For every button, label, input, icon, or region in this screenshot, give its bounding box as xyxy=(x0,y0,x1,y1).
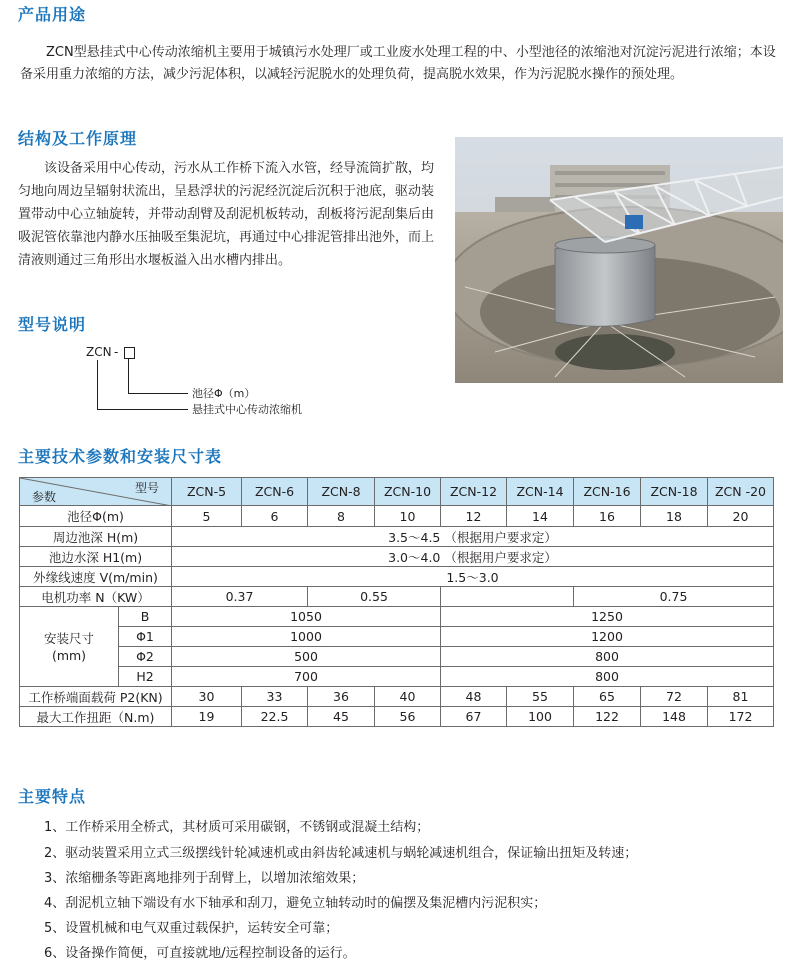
table-cell: 3.5～4.5 （根据用户要求定） xyxy=(172,527,774,547)
row-label-water-depth: 池边水深 H1(m) xyxy=(20,547,172,567)
model-label-diameter: 池径Φ（m） xyxy=(192,387,256,400)
thickener-photo xyxy=(455,137,783,383)
table-cell: 30 xyxy=(172,687,242,707)
table-cell: 100 xyxy=(507,707,574,727)
table-cell: 45 xyxy=(308,707,375,727)
table-cell: 6 xyxy=(242,506,308,527)
model-header: ZCN-14 xyxy=(507,478,574,506)
model-heading: 型号说明 xyxy=(18,315,87,334)
row-label-speed: 外缘线速度 V(m/min) xyxy=(20,567,172,587)
row-label-power: 电机功率 N（KW） xyxy=(20,587,172,607)
table-cell: 33 xyxy=(242,687,308,707)
table-cell: 500 xyxy=(172,647,441,667)
model-diameter-box xyxy=(124,347,135,359)
model-dash: - xyxy=(114,345,119,359)
row-label-load: 工作桥端面载荷 P2(KN) xyxy=(20,687,172,707)
table-row xyxy=(20,627,774,647)
table-row xyxy=(20,607,774,627)
table-cell: 22.5 xyxy=(242,707,308,727)
row-label-torque: 最大工作扭距（N.m) xyxy=(20,707,172,727)
table-cell: 55 xyxy=(507,687,574,707)
table-cell: 14 xyxy=(507,506,574,527)
table-row xyxy=(20,587,774,607)
model-header: ZCN-8 xyxy=(308,478,375,506)
model-code-diagram xyxy=(80,342,380,417)
features-heading: 主要特点 xyxy=(18,787,87,806)
install-sub-label: B xyxy=(119,607,172,627)
table-row xyxy=(20,647,774,667)
model-header: ZCN -20 xyxy=(708,478,774,506)
table-cell: 65 xyxy=(574,687,641,707)
table-cell: 1000 xyxy=(172,627,441,647)
install-sub-label: Φ1 xyxy=(119,627,172,647)
table-cell: 1200 xyxy=(441,627,774,647)
table-cell: 12 xyxy=(441,506,507,527)
table-cell: 0.75 xyxy=(574,587,774,607)
table-cell: 172 xyxy=(708,707,774,727)
structure-heading: 结构及工作原理 xyxy=(18,129,138,148)
table-cell: 10 xyxy=(375,506,441,527)
table-row xyxy=(20,567,774,587)
corner-label-param: 参数 xyxy=(32,490,57,504)
table-row xyxy=(20,527,774,547)
feature-item: 4、刮泥机立轴下端设有水下轴承和刮刀，避免立轴转动时的偏摆及集泥槽内污泥积实； xyxy=(44,896,547,911)
table-cell: 8 xyxy=(308,506,375,527)
table-cell: 3.0～4.0 （根据用户要求定） xyxy=(172,547,774,567)
model-label-name: 悬挂式中心传动浓缩机 xyxy=(192,403,302,416)
table-cell: 1250 xyxy=(441,607,774,627)
feature-item: 5、设置机械和电气双重过载保护，运转安全可靠； xyxy=(44,921,339,936)
table-cell: 56 xyxy=(375,707,441,727)
table-row xyxy=(20,547,774,567)
table-row xyxy=(20,506,774,527)
row-label-depth: 周边池深 H(m) xyxy=(20,527,172,547)
table-cell: 67 xyxy=(441,707,507,727)
row-label-diameter: 池径Φ(m) xyxy=(20,506,172,527)
install-label-line1: 安装尺寸 xyxy=(43,630,94,646)
table-cell: 800 xyxy=(441,647,774,667)
table-cell: 0.55 xyxy=(308,587,441,607)
table-header-row xyxy=(20,478,774,506)
table-row xyxy=(20,687,774,707)
table-cell: 16 xyxy=(574,506,641,527)
table-cell: 800 xyxy=(441,667,774,687)
table-cell: 20 xyxy=(708,506,774,527)
table-cell: 1.5～3.0 xyxy=(172,567,774,587)
feature-item: 6、设备操作简便，可直接就地/远程控制设备的运行。 xyxy=(44,946,356,961)
model-header: ZCN-12 xyxy=(441,478,507,506)
table-heading: 主要技术参数和安装尺寸表 xyxy=(18,447,223,466)
feature-item: 2、驱动装置采用立式三级摆线针轮减速机或由斜齿轮减速机与蜗轮减速机组合，保证输出扭矩及转速； xyxy=(44,846,638,861)
table-cell: 48 xyxy=(441,687,507,707)
corner-label-model: 型号 xyxy=(134,481,159,495)
table-cell: 36 xyxy=(308,687,375,707)
table-cell: 0.37 xyxy=(172,587,308,607)
structure-text: 该设备采用中心传动，污水从工作桥下流入水管，经导流筒扩散，均匀地向周边呈辐射状流出，呈悬浮状的污泥经沉淀后沉积于池底，驱动装置带动中心立轴旋转，并带动刮臂及刮泥机板转动，刮板将污泥刮集后由吸泥管依靠池内静水压抽吸至集泥坑，再通过中心排泥管排出池外，而上清液则通过三角形出水堰板溢入出水槽内排出。 xyxy=(18,161,435,268)
table-cell: 122 xyxy=(574,707,641,727)
table-cell: 5 xyxy=(172,506,242,527)
table-cell: 18 xyxy=(641,506,708,527)
feature-item: 1、工作桥采用全桥式，其材质可采用碳钢，不锈钢或混凝土结构； xyxy=(44,820,430,835)
table-cell: 72 xyxy=(641,687,708,707)
model-prefix: ZCN xyxy=(86,345,112,359)
model-header: ZCN-5 xyxy=(172,478,242,506)
table-cell: 1050 xyxy=(172,607,441,627)
table-row xyxy=(20,707,774,727)
usage-heading: 产品用途 xyxy=(18,5,87,24)
table-corner-cell xyxy=(20,478,172,506)
install-sub-label: Φ2 xyxy=(119,647,172,667)
model-header: ZCN-16 xyxy=(574,478,641,506)
table-cell: 81 xyxy=(708,687,774,707)
install-sub-label: H2 xyxy=(119,667,172,687)
table-cell: 40 xyxy=(375,687,441,707)
model-header: ZCN-10 xyxy=(375,478,441,506)
install-label-line2: (mm) xyxy=(51,647,87,663)
table-cell: 19 xyxy=(172,707,242,727)
row-label-install xyxy=(20,607,119,687)
usage-text: ZCN型悬挂式中心传动浓缩机主要用于城镇污水处理厂或工业废水处理工程的中、小型池径的浓缩池对沉淀污泥进行浓缩；本设备采用重力浓缩的方法，减少污泥体积，以减轻污泥脱水的处理负荷，提高脱水效果，作为污泥脱水操作的预处理。 xyxy=(20,45,776,82)
feature-item: 3、浓缩栅条等距离地排列于刮臂上，以增加浓缩效果； xyxy=(44,871,365,886)
spec-table xyxy=(19,477,774,727)
model-header: ZCN-6 xyxy=(242,478,308,506)
model-header: ZCN-18 xyxy=(641,478,708,506)
table-row xyxy=(20,667,774,687)
table-cell: 700 xyxy=(172,667,441,687)
table-cell xyxy=(441,587,574,607)
table-cell: 148 xyxy=(641,707,708,727)
